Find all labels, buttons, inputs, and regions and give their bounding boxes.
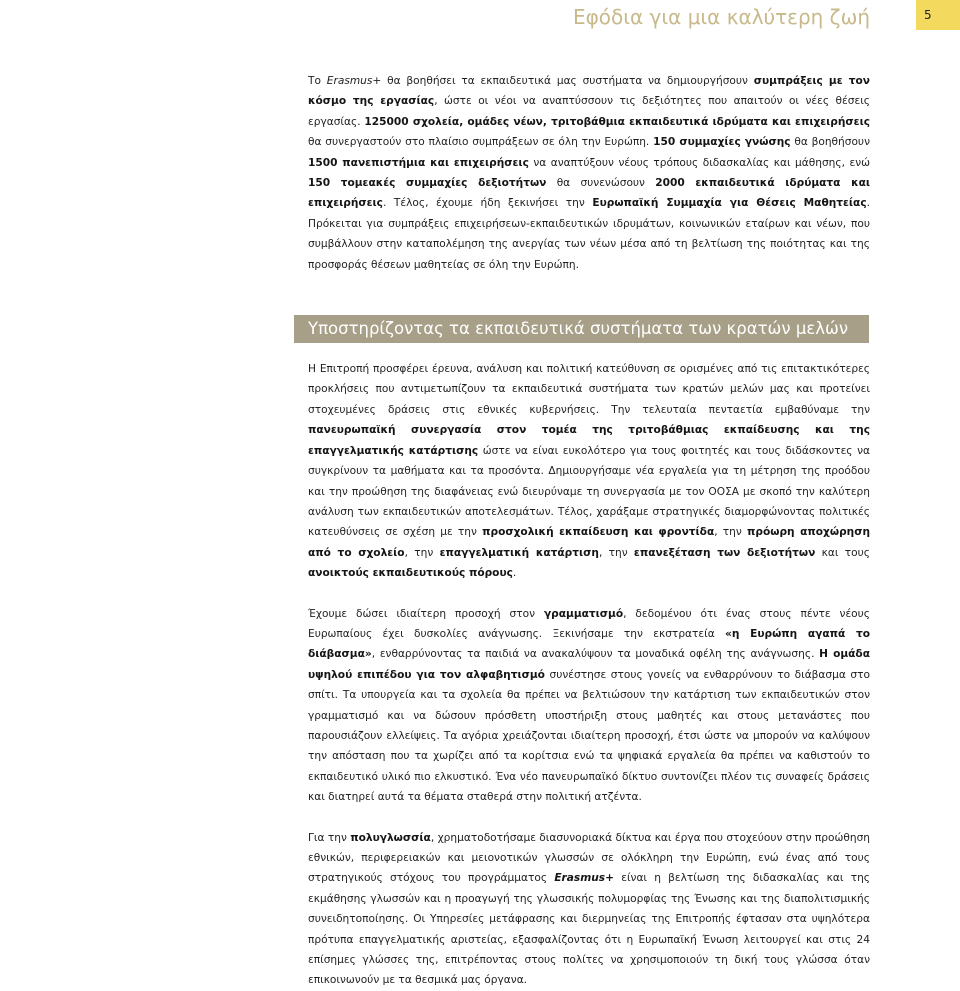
page-number-badge: 5: [916, 0, 960, 30]
paragraph-erasmus-partnerships: Το Erasmus+ θα βοηθήσει τα εκπαιδευτικά μας συστήματα να δημιουργήσουν συμπράξεις με τον κόσμο της εργασίας, ώστε οι νέοι να αναπτύσσουν τις δεξιότητες που απαιτούν οι νέες θέσεις εργασίας. 125000 σχολεία, ομάδες νέων, τριτοβάθμια εκπαιδευτικά ιδρύματα και επιχειρήσεις θα συνεργαστούν στο πλαίσιο συμπράξεων σε όλη την Ευρώπη. 150 συμμαχίες γνώσης θα βοηθήσουν 1500 πανεπιστήμια και επιχειρήσεις να αναπτύξουν νέους τρόπους διδασκαλίας και μάθησης, ενώ 150 τομεακές συμμαχίες δεξιοτήτων θα συνενώσουν 2000 εκπαιδευτικά ιδρύματα και επιχειρήσεις. Τέλος, έχουμε ήδη ξεκινήσει την Ευρωπαϊκή Συμμαχία για Θέσεις Μαθητείας. Πρόκειται για συμπράξεις επιχειρήσεων-εκπαιδευτικών ιδρυμάτων, κοινωνικών εταίρων και νέων, που συμβάλλουν στην καταπολέμηση της ανεργίας των νέων μέσα από τη βελτίωση της ποιότητας και της προσφοράς θέσεων μαθητείας σε όλη την Ευρώπη.: [308, 75, 870, 271]
section-heading: Υποστηρίζοντας τα εκπαιδευτικά συστήματα των κρατών μελών: [294, 315, 869, 343]
paragraph-literacy: Έχουμε δώσει ιδιαίτερη προσοχή στον γραμματισμό, δεδομένου ότι ένας στους πέντε νέους Ευρωπαίους έχει δυσκολίες ανάγνωσης. Ξεκινήσαμε την εκστρατεία «η Ευρώπη αγαπά το διάβασμα», ενθαρρύνοντας τα παιδιά να ανακαλύψουν τα μοναδικά οφέλη της ανάγνωσης. Η ομάδα υψηλού επιπέδου για τον αλφαβητισμό συνέστησε στους γονείς να ενθαρρύνουν το διάβασμα στο σπίτι. Τα υπουργεία και τα σχολεία θα πρέπει να βελτιώσουν την κατάρτιση των εκπαιδευτικών στον γραμματισμό και να δώσουν πρόσθετη υποστήριξη στους μαθητές και στους μετανάστες που παρουσιάζουν ελλείψεις. Τα αγόρια χρειάζονται ιδιαίτερη προσοχή, έτσι ώστε να μπορούν να καλύψουν την απόσταση που τα χωρίζει από τα κορίτσια ενώ τα ψηφιακά εργαλεία θα πρέπει να καθιστούν το εκπαιδευτικό υλικό πιο ελκυστικό. Ένα νέο πανευρωπαϊκό δίκτυο συντονίζει πλέον τις συναφείς δράσεις και διατηρεί αυτά τα θέματα σταθερά στην πολιτική ατζέντα.: [308, 607, 870, 804]
running-header-title: Εφόδια για μια καλύτερη ζωή: [572, 5, 870, 29]
page-content: [308, 71, 870, 991]
paragraph-commission-support: Η Επιτροπή προσφέρει έρευνα, ανάλυση και πολιτική κατεύθυνση σε ορισμένες από τις επιτακτικότερες προκλήσεις που αντιμετωπίζουν τα εκπαιδευτικά συστήματα των κρατών μελών μας και προτείνει στοχευμένες δράσεις στις εθνικές κυβερνήσεις. Την τελευταία πενταετία εμβαθύναμε την πανευρωπαϊκή συνεργασία στον τομέα της τριτοβάθμιας εκπαίδευσης και της επαγγελματικής κατάρτισης ώστε να είναι ευκολότερο για τους φοιτητές και τους διδάσκοντες να συγκρίνουν τα μαθήματα και τα προσόντα. Δημιουργήσαμε νέα εργαλεία για τη μέτρηση της προόδου και την προώθηση της διαφάνειας ενώ διευρύναμε τη συνεργασία με τον ΟΟΣΑ με σκοπό την καλύτερη ανάλυση των εκπαιδευτικών αποτελεσμάτων. Τέλος, χαράξαμε στρατηγικές διαμορφώνοντας πολιτικές κατευθύνσεις σε σχέση με την προσχολική εκπαίδευση και φροντίδα, την πρόωρη αποχώρηση από το σχολείο, την επαγγελματική κατάρτιση, την επανεξέταση των δεξιοτήτων και τους ανοικτούς εκπαιδευτικούς πόρους.: [308, 363, 870, 580]
paragraph-multilingualism: Για την πολυγλωσσία, χρηματοδοτήσαμε διασυνοριακά δίκτυα και έργα που στοχεύουν στην προώθηση εθνικών, περιφερειακών και μειονοτικών γλωσσών σε ολόκληρη την Ευρώπη, ενώ ένας από τους στρατηγικούς στόχους του προγράμματος Erasmus+ είναι η βελτίωση της διδασκαλίας και της εκμάθησης γλωσσών και η προαγωγή της γλωσσικής πολυμορφίας της Ένωσης και της διαπολιτισμικής συνειδητοποίησης. Οι Υπηρεσίες μετάφρασης και διερμηνείας της Επιτροπής έφτασαν στα υψηλότερα πρότυπα επαγγελματικής αριστείας, εξασφαλίζοντας ότι η Ευρωπαϊκή Ένωση λειτουργεί και στις 24 επίσημες γλώσσες της, επιτρέποντας στους πολίτες να χρησιμοποιούν τη δική τους γλώσσα όταν επικοινωνούν με τα θεσμικά μας όργανα.: [308, 831, 871, 987]
